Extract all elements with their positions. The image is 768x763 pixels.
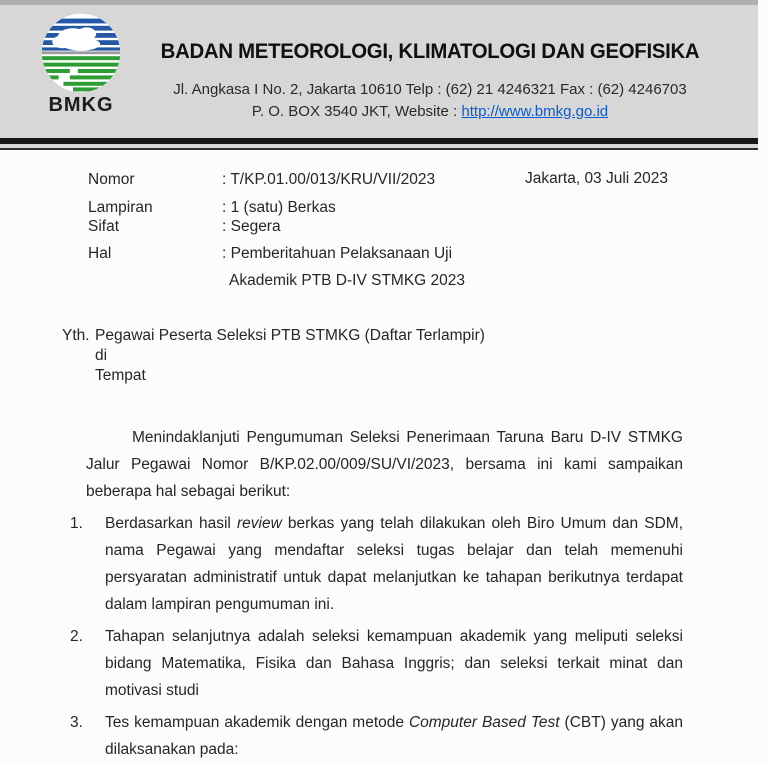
- list-item-1: [70, 510, 683, 618]
- meta-value-hal: : Pemberitahuan Pelaksanaan Uji: [222, 245, 453, 262]
- letterhead: [0, 0, 758, 150]
- address-line-2: [130, 101, 730, 123]
- list-number-3: 3.: [70, 714, 83, 731]
- bmkg-logo: [40, 13, 122, 117]
- list-number-1: 1.: [70, 515, 83, 532]
- list-item-2: [70, 623, 683, 704]
- list-text-2-pre: Tahapan selanjutnya adalah seleksi kemampuan akademik yang meliputi seleksi bidang Matematika, Fisika dan Bahasa Inggris; dan seleksi terkait minat dan motivasi studi: [105, 628, 683, 699]
- list-text-3-italic: Computer Based Test: [408, 714, 560, 731]
- separator-rule-thin: [0, 148, 758, 150]
- list-text-3: [105, 709, 683, 763]
- list-text-1-pre: Berdasarkan hasil: [105, 515, 237, 532]
- meta-label-sifat: Sifat: [88, 218, 120, 235]
- list-text-3-post: (CBT) yang akan dilaksanakan pada:: [105, 714, 683, 758]
- recipient-line: [62, 326, 485, 346]
- recipient-place: Tempat: [95, 367, 146, 384]
- meta-value-lampiran: : 1 (satu) Berkas: [222, 199, 336, 216]
- list-item-3: [70, 709, 683, 763]
- meta-label-nomor: Nomor: [88, 171, 135, 188]
- letterhead-top-strip: [0, 0, 758, 5]
- meta-value-sifat: : Segera: [222, 218, 281, 235]
- list-text-3-pre: Tes kemampuan akademik dengan metode: [105, 714, 409, 731]
- meta-label-lampiran: Lampiran: [88, 199, 153, 216]
- recipient-name: Pegawai Peserta Seleksi PTB STMKG (Daftar Terlampir): [95, 327, 485, 344]
- opening-paragraph: Menindaklanjuti Pengumuman Seleksi Penerimaan Taruna Baru D-IV STMKG Jalur Pegawai Nomor B/KP.02.00/009/SU/VI/2023, bersama ini kami sampaikan beberapa hal sebagai berikut:: [86, 429, 683, 500]
- list-text-2: [105, 623, 683, 704]
- meta-label-hal: Hal: [88, 245, 112, 262]
- meta-row-hal: [88, 244, 452, 263]
- bmkg-logo-icon: [40, 13, 122, 93]
- list-text-1: [105, 510, 683, 618]
- letterhead-text: [130, 40, 730, 122]
- letter-date: Jakarta, 03 Juli 2023: [525, 170, 669, 187]
- letter-body: [70, 424, 683, 763]
- address-line-1: Jl. Angkasa I No. 2, Jakarta 10610 Telp : (62) 21 4246321 Fax : (62) 4246703: [173, 81, 687, 98]
- list-text-1-italic: review: [236, 515, 282, 532]
- logo-label: BMKG: [48, 94, 114, 116]
- separator-rule-thick: [0, 138, 758, 144]
- meta-hal-continuation: Akademik PTB D-IV STMKG 2023: [229, 272, 466, 289]
- meta-row-sifat: [88, 217, 281, 236]
- agency-name: BADAN METEOROLOGI, KLIMATOLOGI DAN GEOFISIKA: [160, 40, 700, 63]
- list-number-2: 2.: [70, 628, 83, 645]
- recipient-block: [62, 326, 485, 386]
- address-line-2-prefix: P. O. BOX 3540 JKT, Website :: [251, 102, 462, 120]
- recipient-salutation: Yth.: [62, 327, 90, 344]
- recipient-di: di: [95, 347, 108, 364]
- meta-value-nomor: : T/KP.01.00/013/KRU/VII/2023: [222, 171, 436, 188]
- list-text-1-post: berkas yang telah dilakukan oleh Biro Umum dan SDM, nama Pegawai yang mendaftar seleksi tugas belajar dan telah memenuhi persyaratan administratif untuk dapat melanjutkan ke tahapan berikutnya terdapat dalam lampiran pengumuman ini.: [105, 515, 684, 613]
- meta-row-lampiran: [88, 198, 336, 217]
- meta-row-nomor: [88, 170, 435, 189]
- website-link[interactable]: http://www.bmkg.go.id: [461, 102, 609, 120]
